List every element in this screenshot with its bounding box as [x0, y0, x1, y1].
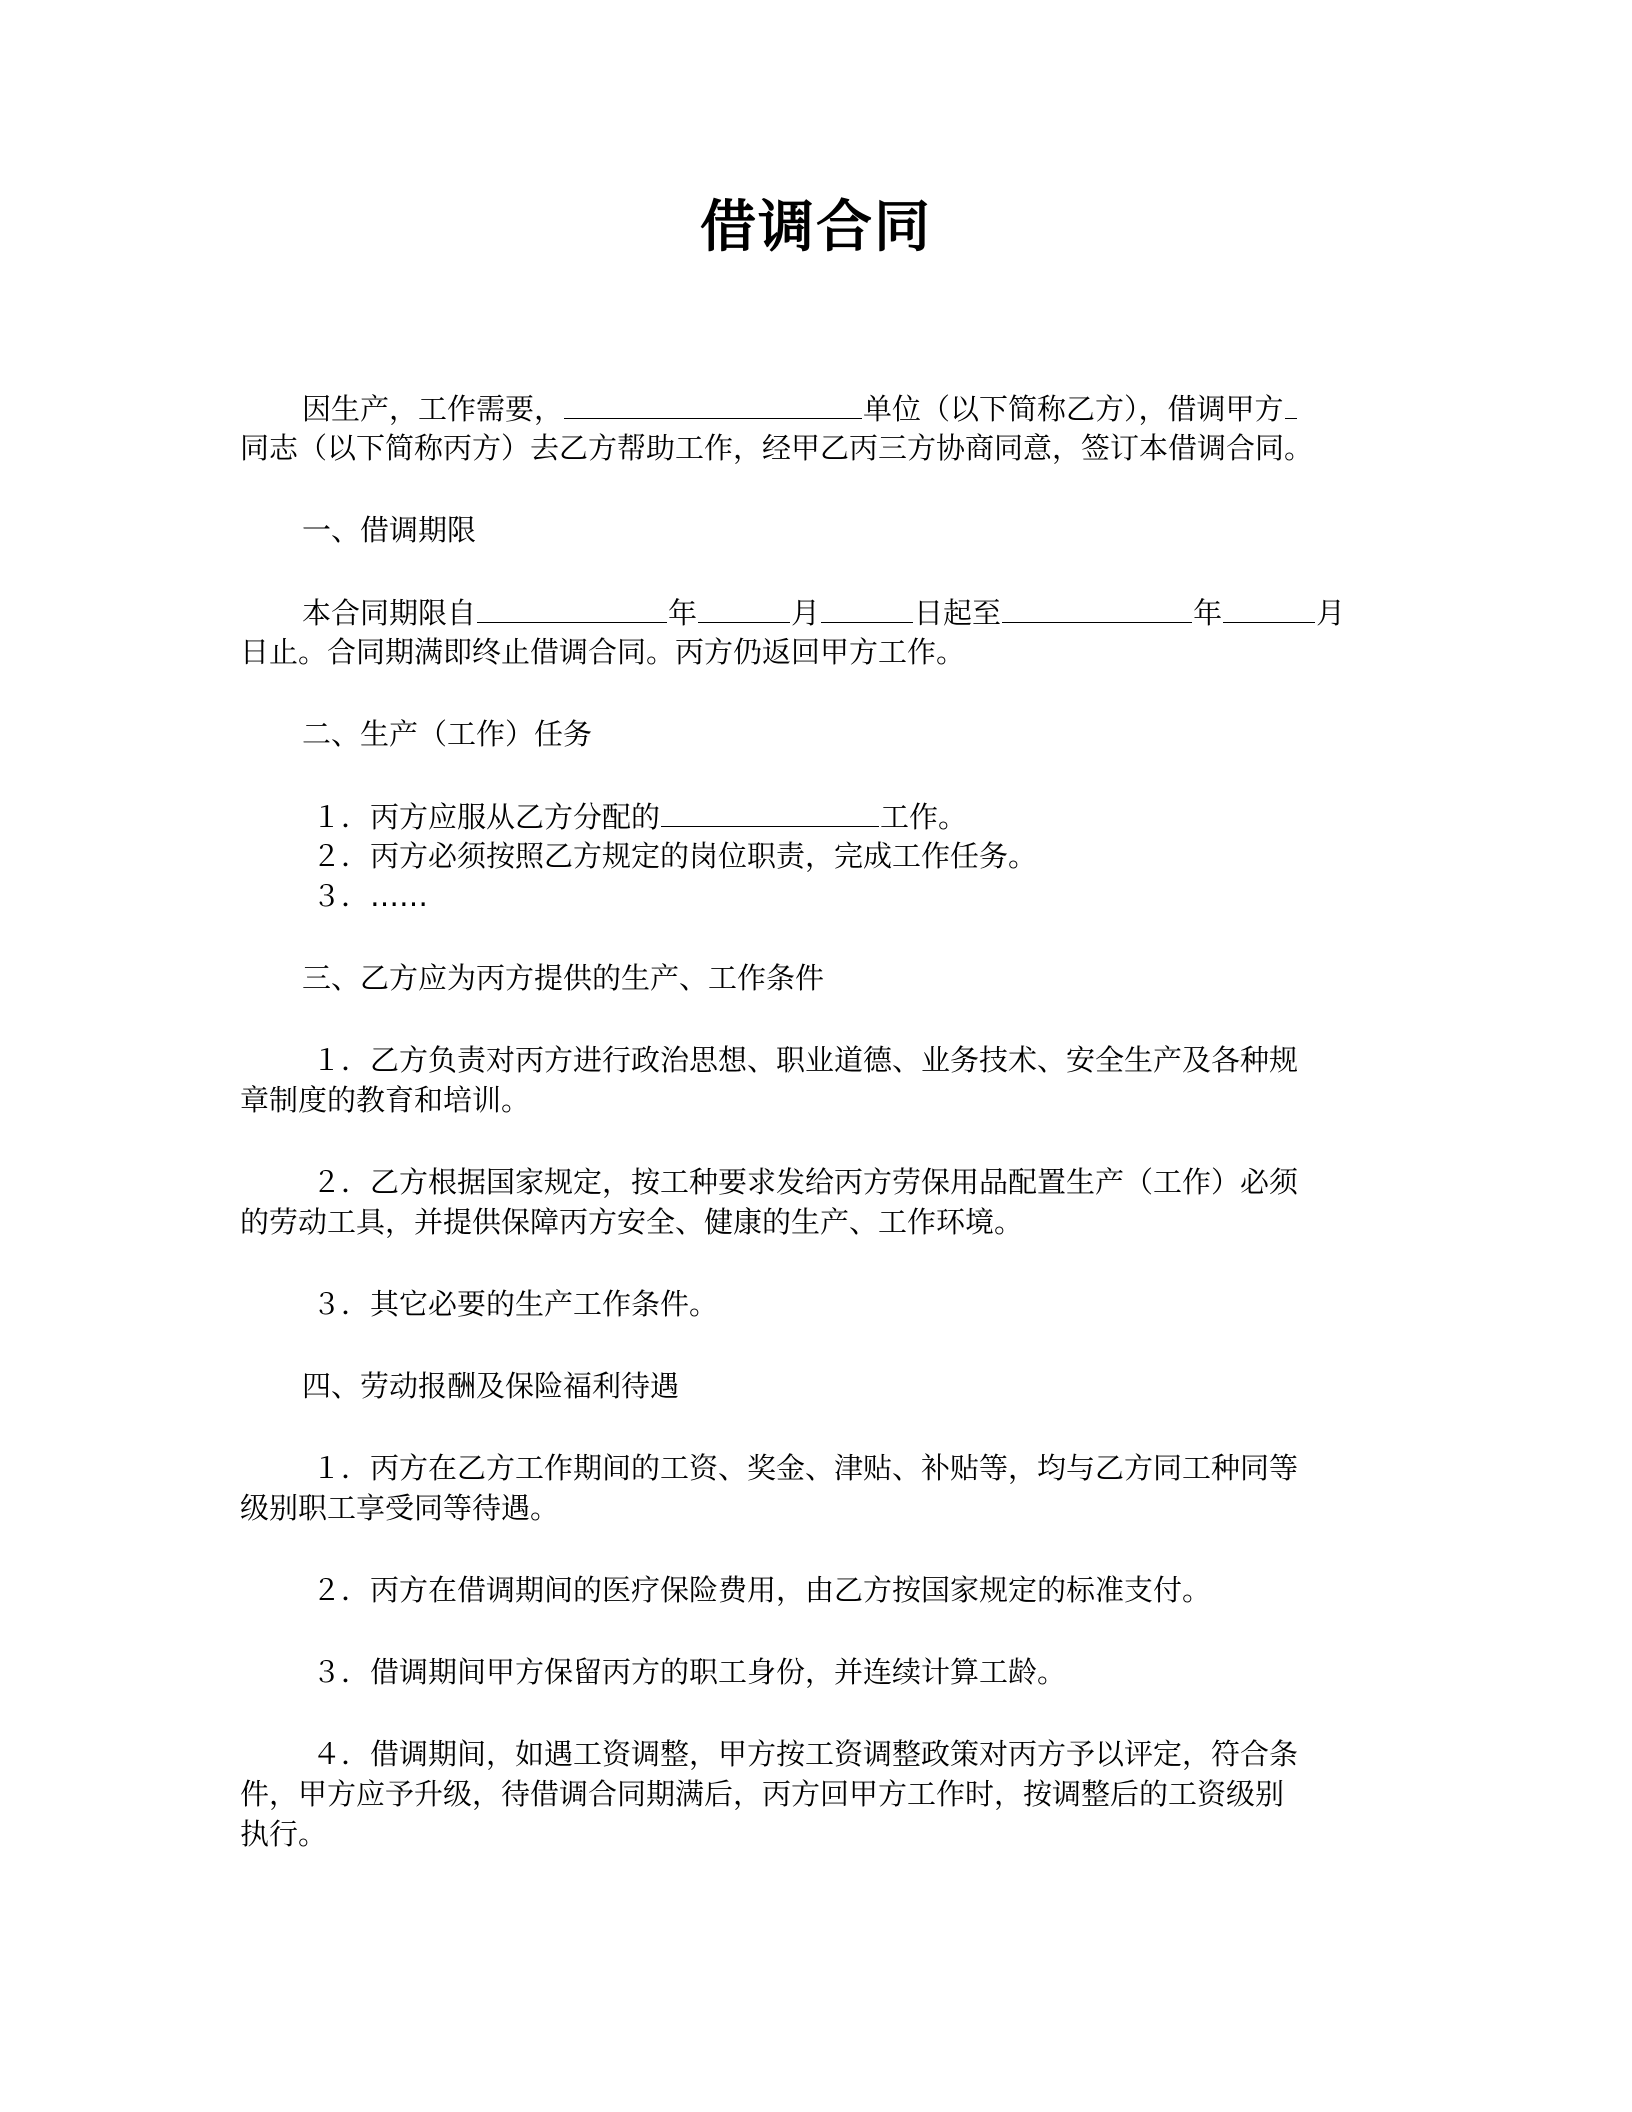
task-item-2: ２．丙方必须按照乙方规定的岗位职责，完成工作任务。: [312, 839, 1038, 873]
year-label-2: 年: [1193, 596, 1223, 630]
term-line-1: [302, 592, 1345, 633]
transferee-name-blank: [1285, 388, 1297, 419]
unit-name-blank: [564, 388, 862, 419]
assigned-work-blank: [661, 796, 879, 827]
welfare-item-4-line-1: ４．借调期间，如遇工资调整，甲方按工资调整政策对丙方予以评定，符合条: [312, 1737, 1299, 1771]
condition-item-1-line-2: 章制度的教育和培训。: [240, 1083, 531, 1117]
task-item-3: ３．……: [312, 879, 429, 913]
end-year-blank: [1002, 592, 1192, 623]
welfare-item-1-line-1: １．丙方在乙方工作期间的工资、奖金、津贴、补贴等，均与乙方同工种同等: [312, 1451, 1299, 1485]
section-3-heading: 三、乙方应为丙方提供的生产、工作条件: [302, 961, 825, 995]
year-label: 年: [668, 596, 698, 630]
start-day-blank: [821, 592, 913, 623]
term-from-label: 本合同期限自: [302, 596, 477, 630]
end-month-blank: [1223, 592, 1315, 623]
section-4-heading: 四、劳动报酬及保险福利待遇: [302, 1369, 680, 1403]
welfare-item-2: ２．丙方在借调期间的医疗保险费用，由乙方按国家规定的标准支付。: [312, 1573, 1212, 1607]
task-item-1-text: １．丙方应服从乙方分配的: [312, 800, 661, 834]
condition-item-2-line-1: ２．乙方根据国家规定，按工种要求发给丙方劳保用品配置生产（工作）必须: [312, 1165, 1299, 1199]
section-2-heading: 二、生产（工作）任务: [302, 717, 593, 751]
welfare-item-4-line-2: 件，甲方应予升级，待借调合同期满后，丙方回甲方工作时，按调整后的工资级别: [240, 1777, 1285, 1811]
month-label-2: 月: [1316, 596, 1346, 630]
intro-line-1: [302, 388, 1298, 429]
term-line-2: 日止。合同期满即终止借调合同。丙方仍返回甲方工作。: [240, 635, 966, 669]
term-to-label: 日起至: [914, 596, 1002, 630]
intro-line-2: 同志（以下简称丙方）去乙方帮助工作，经甲乙丙三方协商同意，签订本借调合同。: [240, 431, 1314, 465]
section-1-heading: 一、借调期限: [302, 513, 477, 547]
document-title: 借调合同: [700, 195, 932, 260]
intro-text-2: 单位（以下简称乙方），借调甲方: [863, 392, 1284, 426]
task-item-1: [312, 796, 967, 837]
condition-item-2-line-2: 的劳动工具，并提供保障丙方安全、健康的生产、工作环境。: [240, 1205, 1024, 1239]
welfare-item-3: ３．借调期间甲方保留丙方的职工身份，并连续计算工龄。: [312, 1655, 1067, 1689]
welfare-item-1-line-2: 级别职工享受同等待遇。: [240, 1491, 560, 1525]
intro-text-1: 因生产，工作需要，: [302, 392, 564, 426]
start-month-blank: [698, 592, 790, 623]
condition-item-1-line-1: １．乙方负责对丙方进行政治思想、职业道德、业务技术、安全生产及各种规: [312, 1043, 1299, 1077]
task-item-1-end: 工作。: [880, 800, 968, 834]
month-label: 月: [791, 596, 821, 630]
start-year-blank: [477, 592, 667, 623]
condition-item-3: ３．其它必要的生产工作条件。: [312, 1287, 719, 1321]
welfare-item-4-line-3: 执行。: [240, 1817, 328, 1851]
